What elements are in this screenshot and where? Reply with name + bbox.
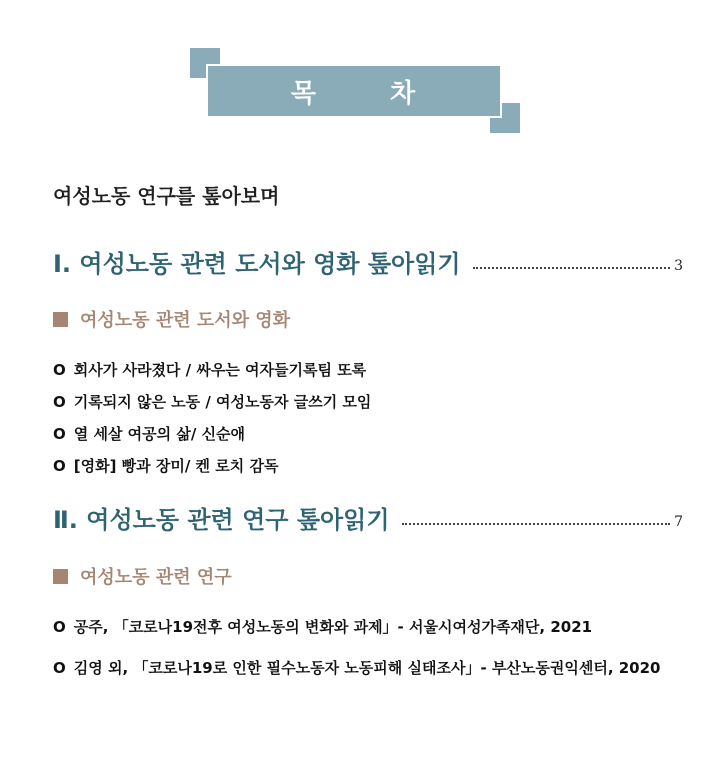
section-1-entry[interactable] bbox=[53, 244, 683, 279]
circle-bullet-icon: O bbox=[53, 361, 66, 379]
section-1-subheading bbox=[53, 306, 290, 332]
section-2-leader-dots bbox=[402, 523, 671, 525]
square-bullet-icon bbox=[53, 312, 68, 327]
section-1-item[interactable] bbox=[53, 391, 371, 412]
item-text: 김영 외, 「코로나19로 인한 필수노동자 노동피해 실태조사」- 부산노동권익센터, 2020 bbox=[73, 659, 661, 677]
toc-title-banner bbox=[206, 64, 502, 118]
circle-bullet-icon: O bbox=[53, 425, 66, 443]
toc-title-right: 차 bbox=[390, 78, 418, 109]
item-text: [영화] 빵과 장미/ 켄 로치 감독 bbox=[73, 457, 279, 475]
item-text: 기록되지 않은 노동 / 여성노동자 글쓰기 모임 bbox=[73, 393, 372, 411]
section-2-subheading-text: 여성노동 관련 연구 bbox=[80, 567, 232, 588]
item-text: 공주, 「코로나19전후 여성노동의 변화와 과제」- 서울시여성가족재단, 2021 bbox=[73, 618, 593, 636]
section-1-title: Ⅰ. 여성노동 관련 도서와 영화 톺아읽기 bbox=[53, 250, 461, 278]
item-text: 열 세살 여공의 삶/ 신순애 bbox=[73, 425, 246, 443]
section-2-page: 7 bbox=[674, 513, 683, 530]
section-1-page: 3 bbox=[674, 257, 683, 274]
section-1-item[interactable] bbox=[53, 359, 366, 380]
section-1-leader-dots bbox=[473, 267, 670, 269]
intro-entry[interactable]: 여성노동 연구를 톺아보며 bbox=[53, 184, 280, 208]
section-2-title: Ⅱ. 여성노동 관련 연구 톺아읽기 bbox=[53, 506, 390, 534]
item-text: 회사가 사라졌다 / 싸우는 여자들기록팀 또록 bbox=[73, 361, 367, 379]
section-1-subheading-text: 여성노동 관련 도서와 영화 bbox=[80, 310, 291, 331]
section-1-item[interactable] bbox=[53, 455, 278, 476]
section-1-item[interactable] bbox=[53, 423, 245, 444]
section-2-entry[interactable] bbox=[53, 500, 683, 535]
section-2-item[interactable] bbox=[53, 616, 592, 637]
circle-bullet-icon: O bbox=[53, 659, 66, 677]
toc-title-left: 목 bbox=[290, 78, 318, 109]
section-2-subheading bbox=[53, 563, 232, 589]
circle-bullet-icon: O bbox=[53, 457, 66, 475]
circle-bullet-icon: O bbox=[53, 618, 66, 636]
square-bullet-icon bbox=[53, 569, 68, 584]
section-2-item[interactable] bbox=[53, 654, 681, 683]
circle-bullet-icon: O bbox=[53, 393, 66, 411]
